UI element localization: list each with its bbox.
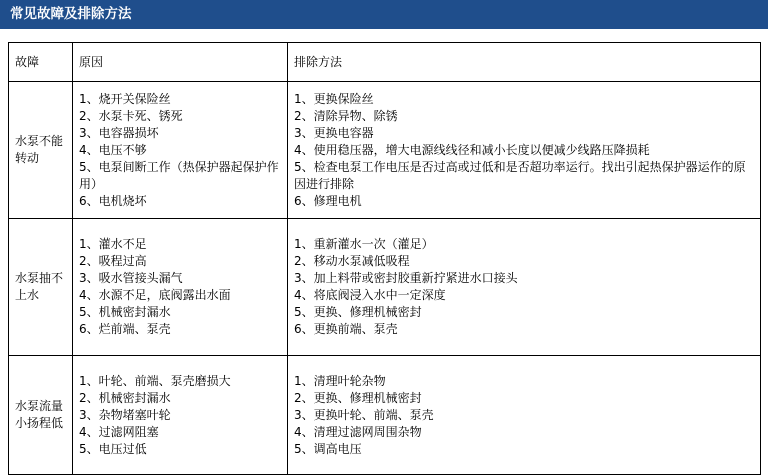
column-header-fault: 故障 <box>9 43 73 82</box>
list-item: 6、烂前端、泵壳 <box>79 322 171 336</box>
fault-troubleshooting-table <box>8 42 761 475</box>
list-item: 3、吸水管接头漏气 <box>79 271 183 285</box>
list-item: 3、加上料带或密封胶重新拧紧进水口接头 <box>294 271 518 285</box>
list-item: 5、电泵间断工作（热保护器起保护作用） <box>79 159 279 191</box>
cause-list <box>73 82 288 219</box>
list-item: 3、更换电容器 <box>294 125 374 140</box>
list-item: 1、更换保险丝 <box>294 91 374 106</box>
list-item: 4、水源不足，底阀露出水面 <box>79 288 231 302</box>
list-item: 4、清理过滤网周围杂物 <box>294 424 422 439</box>
list-item: 6、更换前端、泵壳 <box>294 322 398 336</box>
list-item: 3、杂物堵塞叶轮 <box>79 407 171 422</box>
list-item: 3、电容器损坏 <box>79 125 159 140</box>
list-item: 2、移动水泵减低吸程 <box>294 254 410 268</box>
list-item: 1、重新灌水一次（灌足） <box>294 237 434 251</box>
list-item: 4、过滤网阻塞 <box>79 424 159 439</box>
fault-name: 水泵抽不上水 <box>9 219 73 356</box>
list-item: 6、电机烧坏 <box>79 193 147 208</box>
list-item: 1、清理叶轮杂物 <box>294 373 386 388</box>
list-item: 2、吸程过高 <box>79 254 147 268</box>
cause-list <box>73 356 288 475</box>
list-item: 6、修理电机 <box>294 193 362 208</box>
cause-list <box>73 219 288 356</box>
list-item: 5、调高电压 <box>294 441 362 456</box>
fault-name: 水泵不能转动 <box>9 82 73 219</box>
list-item: 5、更换、修理机械密封 <box>294 305 422 319</box>
list-item: 5、机械密封漏水 <box>79 305 171 319</box>
title-spacer <box>0 29 768 42</box>
list-item: 1、叶轮、前端、泵壳磨损大 <box>79 373 231 388</box>
list-item: 2、清除异物、除锈 <box>294 108 398 123</box>
list-item: 4、电压不够 <box>79 142 147 157</box>
list-item: 4、将底阀浸入水中一定深度 <box>294 288 446 302</box>
list-item: 1、烧开关保险丝 <box>79 91 171 106</box>
table-row <box>9 219 761 356</box>
page-title: 常见故障及排除方法 <box>0 0 768 29</box>
column-header-cause: 原因 <box>73 43 288 82</box>
column-header-remedy: 排除方法 <box>288 43 761 82</box>
remedy-list <box>288 82 761 219</box>
table-row <box>9 356 761 475</box>
list-item: 2、水泵卡死、锈死 <box>79 108 183 123</box>
remedy-list <box>288 356 761 475</box>
fault-name: 水泵流量小扬程低 <box>9 356 73 475</box>
table-header-row <box>9 43 761 82</box>
list-item: 5、电压过低 <box>79 441 147 456</box>
list-item: 2、机械密封漏水 <box>79 390 171 405</box>
list-item: 3、更换叶轮、前端、泵壳 <box>294 407 434 422</box>
list-item: 2、更换、修理机械密封 <box>294 390 422 405</box>
list-item: 5、检查电泵工作电压是否过高或过低和是否超功率运行。找出引起热保护器运作的原因进行排除 <box>294 159 746 191</box>
remedy-list <box>288 219 761 356</box>
table-row <box>9 82 761 219</box>
list-item: 4、使用稳压器，增大电源线线径和减小长度以便减少线路压降损耗 <box>294 142 650 157</box>
list-item: 1、灌水不足 <box>79 237 147 251</box>
